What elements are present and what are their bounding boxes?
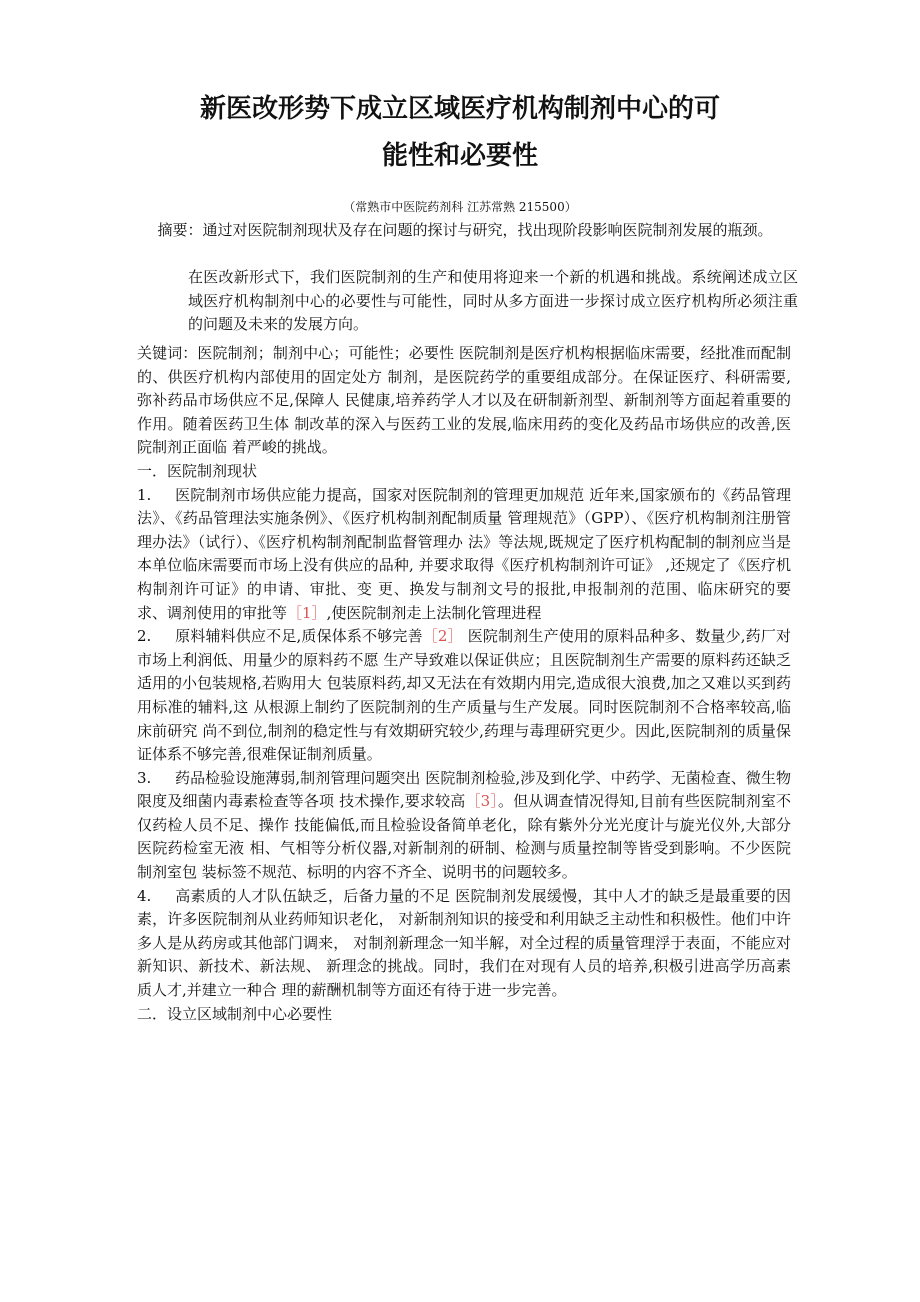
item-3-text-b: 。但从调查情况得知,目前有些医院制剂室不仅药检人员不足、操作 技能偏低,而且检验设备简单老化，除有紫外分光光度计与旋光仪外,大部分医院药检室无液 相、气相等分析仪器,对新制剂的研制、检测与质量控制等皆受到影响。不少医院制剂室包 装标签不规范、标明的内容不齐全、说明书的问题较多。 — [137, 792, 791, 882]
item-2-text-b: 医院制剂生产使用的原料品种多、数量少,药厂对市场上利润低、用量少的原料药不愿 生产导致难以保证供应；且医院制剂生产需要的原料药还缺乏适用的小包装规格,若购用大 包装原料药,却又无法在有效期内用完,造成很大浪费,加之又难以买到药用标准的辅料,这 从根源上制约了医院制剂的生产质量与生产发展。同时医院制剂不合格率较高,临床前研究 尚不到位,制剂的稳定性与有效期研究较少,药理与毒理研究更少。因此,医院制剂的质量保 证体系不够完善,很难保证制剂质量。 — [137, 627, 791, 764]
item-3-text-a: 药品检验设施薄弱,制剂管理问题突出 医院制剂检验,涉及到化学、中药学、无菌检查、微生物限度及细菌内毒素检查等各项 技术操作,要求较高 — [137, 768, 791, 811]
item-1-number: 1. — [137, 485, 152, 504]
item-1-reference[interactable]: ［1］ — [287, 603, 327, 622]
title-line-1: 新医改形势下成立区域医疗机构制剂中心的可 — [199, 94, 720, 124]
item-4-text: 高素质的人才队伍缺乏，后备力量的不足 医院制剂发展缓慢，其中人才的缺乏是最重要的因素，许多医院制剂从业药师知识老化， 对新制剂知识的接受和利用缺乏主动性和积极性。他们中许多人是从药房或其他部门调来， 对制剂新理念一知半解，对全过程的质量管理浮于表面，不能应对新知识、新技术、新法规、 新理念的挑战。同时，我们在对现有人员的培养,积极引进高学历高素质人才,并建立一种合 理的薪酬机制等方面还有待于进一步完善。 — [137, 886, 791, 1000]
abstract-paragraph-1: 摘要：通过对医院制剂现状及存在问题的探讨与研究，找出现阶段影响医院制剂发展的瓶颈。 — [157, 221, 773, 239]
item-3 — [137, 767, 791, 885]
item-1-text-b: ,使医院制剂走上法制化管理进程 — [326, 603, 542, 622]
body-text — [137, 342, 791, 1026]
keywords-paragraph: 关键词：医院制剂；制剂中心；可能性；必要性 医院制剂是医疗机构根据临床需要，经批准而配制的、供医疗机构内部使用的固定处方 制剂，是医院药学的重要组成部分。在保证医疗、科研需要,弥补药品市场供应不足,保障人 民健康,培养药学人才以及在研制新剂型、新制剂等方面起着重要的作用。随着医药卫生体 制改革的深入与医药工业的发展,临床用药的变化及药品市场供应的改善,医院制剂正面临 着严峻的挑战。 — [137, 344, 791, 457]
item-2 — [137, 625, 791, 767]
section-2-heading: 二．设立区域制剂中心必要性 — [137, 1004, 333, 1023]
item-4 — [137, 885, 791, 1003]
item-1-text-a: 医院制剂市场供应能力提高，国家对医院制剂的管理更加规范 近年来,国家颁布的《药品管理法》、《药品管理法实施条例》、《医疗机构制剂配制质量 管理规范》（GPP）、《医疗机构制剂注册管理办法》（试行）、《医疗机构制剂配制监督管理办 法》等法规,既规定了医疗机构配制的制剂应当是本单位临床需要而市场上没有供应的品种, 并要求取得《医疗机构制剂许可证》 ,还规定了《医疗机构制剂许可证》的申请、审批、变 更、换发与制剂文号的报批,申报制剂的范围、临床研究的要求、调剂使用的审批等 — [137, 485, 791, 622]
item-2-number: 2. — [137, 627, 152, 646]
title-line-2: 能性和必要性 — [381, 141, 538, 171]
abstract-paragraph-2: 在医改新形式下，我们医院制剂的生产和使用将迎来一个新的机遇和挑战。系统阐述成立区域医疗机构制剂中心的必要性与可能性，同时从多方面进一步探讨成立医疗机构所必须注重的问题及未来的发展方向。 — [188, 268, 798, 333]
affiliation: （常熟市中医院药剂科 江苏常熟 215500） — [343, 200, 577, 214]
item-2-text-a: 原料辅料供应不足,质保体系不够完善 — [175, 627, 423, 646]
item-1 — [137, 484, 791, 626]
item-3-number: 3. — [137, 768, 152, 787]
item-2-reference[interactable]: ［2］ — [422, 627, 463, 646]
section-1-heading: 一．医院制剂现状 — [137, 461, 258, 480]
item-3-reference[interactable]: ［3］ — [465, 792, 498, 811]
item-4-number: 4. — [137, 886, 152, 905]
